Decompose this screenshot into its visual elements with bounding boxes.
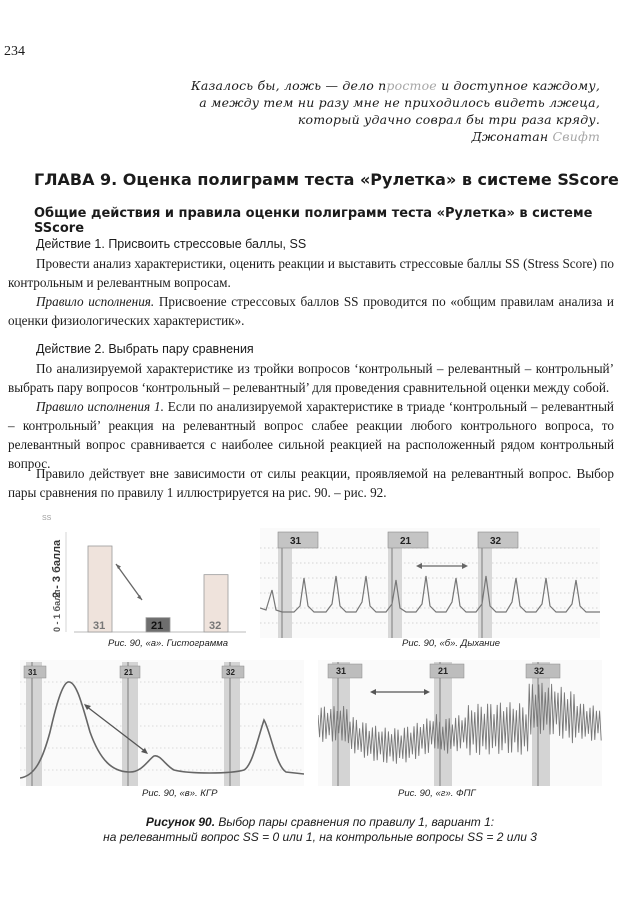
caption-90v: Рис. 90, «в». КГР [142, 788, 218, 799]
marker-21-band [122, 662, 138, 786]
histogram-label-32: 32 [209, 620, 222, 632]
figure-caption [40, 815, 600, 845]
figure-90v-gsr [20, 660, 304, 786]
caption-90a: Рис. 90, «а». Гистограмма [108, 638, 229, 649]
section-title: Общие действия и правила оценки полиграмм теста «Рулетка» в системе SScore [34, 206, 593, 236]
epigraph-author-b: Свифт [552, 129, 600, 144]
ss-axis-label: SS [42, 515, 52, 522]
chapter-title: ГЛАВА 9. Оценка полиграмм теста «Рулетка» в системе SScore [34, 170, 619, 189]
action2-rule [8, 397, 614, 473]
epigraph-author [472, 129, 600, 144]
marker-21-label: 21 [124, 668, 133, 677]
epigraph-line-1b: ростое [386, 78, 437, 93]
axis-label-high: 2 - 3 балла [51, 539, 63, 598]
action1-rule [8, 292, 614, 330]
action2-paragraph-2: Правило действует вне зависимости от силы реакции, проявляемой на релевантный вопрос. Выбор пары сравнения по правилу 1 иллюстрируется на рис. 90. – рис. 92. [8, 466, 614, 500]
axis-label-low: 0 - 1 балл [52, 589, 62, 632]
figure-90b-breathing [260, 528, 600, 638]
action1-paragraph: Провести анализ характеристики, оценить реакции и выставить стрессовые баллы SS (Stress Score) по контрольным и релевантным вопросам. [8, 256, 614, 290]
chart-bg [20, 660, 304, 786]
action2-paragraph: По анализируемой характеристике из тройки вопросов ‘контрольный – релевантный – контрольный’ выбрать пару вопросов ‘контрольный – релевантный’ для проведения сравнительной оценки между собой. [8, 361, 614, 395]
marker-21-label: 21 [438, 666, 449, 676]
action1-heading: Действие 1. Присвоить стрессовые баллы, SS [36, 237, 307, 251]
epigraph-line-2: а между тем ни разу мне не приходилось видеть лжеца, [199, 95, 600, 110]
marker-32-label: 32 [490, 536, 502, 547]
action1-rule-text: Присвоение стрессовых баллов SS проводится по «общим правилам анализа и оценки физиологических характеристик». [8, 294, 614, 328]
marker-31-band [278, 540, 292, 638]
marker-21-label: 21 [400, 536, 412, 547]
caption-90g: Рис. 90, «г». ФПГ [398, 788, 476, 799]
figure-90a-histogram [36, 508, 248, 638]
double-arrow [116, 564, 142, 600]
marker-32-label: 32 [226, 668, 235, 677]
epigraph-author-a: Джонатан [471, 129, 553, 144]
histogram-label-31: 31 [93, 620, 106, 632]
action2-rule-text: Если по анализируемой характеристике в триаде ‘контрольный – релевантный – контрольный’ реакция на релевантный вопрос слабее реакции любого контрольного вопроса, то релевантный вопрос сравнивается с наиболее сильной реакцией на расположенный рядом контрольный вопрос. [8, 399, 614, 471]
epigraph-line-3: который удачно соврал бы три раза кряду. [297, 112, 600, 127]
histogram-label-21: 21 [151, 620, 164, 632]
marker-32-band [478, 540, 492, 638]
epigraph-line-1a: Казалось бы, ложь — дело п [190, 78, 387, 93]
action1-rule-label: Правило исполнения. [36, 294, 155, 309]
figure-90g-ppg [318, 660, 602, 786]
epigraph-line-1c: и доступное каждому, [436, 78, 600, 93]
marker-31-label: 31 [336, 666, 347, 676]
page-number: 234 [4, 44, 25, 59]
caption-90b: Рис. 90, «б». Дыхание [402, 638, 501, 649]
action2-heading: Действие 2. Выбрать пару сравнения [36, 342, 254, 356]
arrow-head-down [137, 595, 142, 600]
figure-caption-text-1: Выбор пары сравнения по правилу 1, вариант 1: [215, 815, 495, 829]
figure-caption-label: Рисунок 90. [145, 815, 216, 829]
marker-31-label: 31 [290, 536, 302, 547]
marker-31-band [26, 662, 42, 786]
marker-31-label: 31 [28, 668, 37, 677]
marker-32-label: 32 [534, 666, 545, 676]
figure-caption-line-2: на релевантный вопрос SS = 0 или 1, на контрольные вопросы SS = 2 или 3 [103, 830, 537, 844]
marker-32-band [224, 662, 240, 786]
figure-caption-line-1 [40, 815, 600, 830]
arrow-head-up [116, 564, 121, 569]
action2-rule-label: Правило исполнения 1. [36, 399, 164, 414]
epigraph-line-1 [191, 78, 600, 93]
histogram-bars [88, 546, 228, 632]
